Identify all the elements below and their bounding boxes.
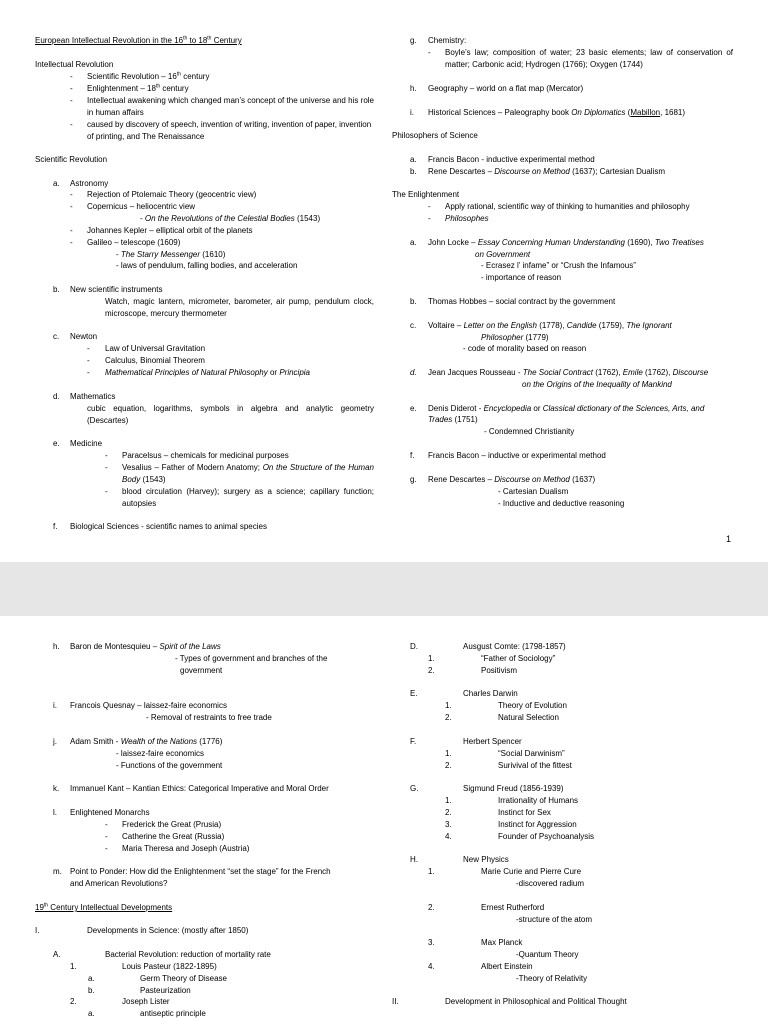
bullet-dash: - (105, 463, 108, 472)
list-item: Ernest Rutherford (481, 903, 545, 912)
list-item: New Physics (463, 855, 509, 864)
list-label: a. (88, 1009, 95, 1018)
list-item-cont: Philosopher (1779) (481, 333, 549, 342)
list-item: Positivism (481, 666, 518, 675)
section-heading-scientific-revolution: Scientific Revolution (35, 155, 108, 164)
list-item-cont: - code of morality based on reason (463, 344, 587, 353)
list-item: Instinct for Sex (498, 808, 551, 817)
subsection-title-astronomy: Astronomy (70, 179, 109, 188)
list-label: I. (35, 926, 40, 935)
list-item: Baron de Montesquieu – Spirit of the Laws (70, 642, 221, 651)
bullet-dash: - (105, 832, 108, 841)
bullet-dash: - (70, 238, 73, 247)
list-item: John Locke – Essay Concerning Human Understanding (1690), Two Treatises (428, 238, 704, 247)
list-item-cont: on Government (475, 250, 531, 259)
list-label: e. (53, 439, 60, 448)
paragraph: Watch, magic lantern, micrometer, barometer, air pump, pendulum clock, microscope, mercury thermometer (105, 297, 374, 318)
list-item: Catherine the Great (Russia) (122, 832, 225, 841)
section-heading-19th-century: 19th Century Intellectual Developments (35, 902, 173, 912)
list-item: Rejection of Ptolemaic Theory (geocentric view) (87, 190, 257, 199)
list-item: Voltaire – Letter on the English (1778), Candide (1759), The Ignorant (428, 321, 672, 330)
list-item: Vesalius – Father of Modern Anatomy; On the Structure of the Human Body (1543) (122, 463, 374, 484)
list-item: Jean Jacques Rousseau - The Social Contract (1762), Emile (1762), Discourse (428, 368, 709, 377)
list-item: Frederick the Great (Prusia) (122, 820, 222, 829)
list-item: Natural Selection (498, 713, 559, 722)
list-item-cont: - importance of reason (481, 273, 562, 282)
list-label: 1. (428, 654, 435, 663)
list-item-cont: - Ecrasez l’ infame” or “Crush the Infamous” (481, 261, 636, 270)
list-label: G. (410, 784, 419, 793)
list-item-cont: - Types of government and branches of the (175, 654, 328, 663)
list-item: - On the Revolutions of the Celestial Bodies (1543) (140, 214, 321, 223)
list-item: antiseptic principle (140, 1009, 206, 1018)
list-label: 2. (445, 713, 452, 722)
bullet-dash: - (70, 96, 73, 105)
bullet-dash: - (105, 487, 108, 496)
list-item-cont: Trades (1751) (428, 415, 478, 424)
bullet-dash: - (105, 451, 108, 460)
section-heading-philosophers: Philosophers of Science (392, 131, 478, 140)
bullet-dash: - (70, 190, 73, 199)
list-item-cont: - Functions of the government (116, 761, 223, 770)
list-item: Thomas Hobbes – social contract by the government (428, 297, 616, 306)
list-item: Historical Sciences – Paleography book On Diplomatics (Mabillon, 1681) (428, 108, 686, 117)
list-label: 4. (428, 962, 435, 971)
list-label: k. (53, 784, 60, 793)
list-item: Calculus, Binomial Theorem (105, 356, 205, 365)
list-label: b. (410, 167, 417, 176)
document-page-2 (0, 616, 768, 1024)
list-item-cont: - Cartesian Dualism (498, 487, 569, 496)
list-item: caused by discovery of speech, invention of writing, invention of paper, invention of printing, and The Renaissance (87, 120, 372, 141)
list-item: Founder of Psychoanalysis (498, 832, 595, 841)
list-item: Instinct for Aggression (498, 820, 577, 829)
list-item-cont: - Condemned Christianity (484, 427, 575, 436)
list-label: 3. (445, 820, 452, 829)
list-label: c. (53, 332, 60, 341)
bullet-dash: - (87, 368, 90, 377)
list-label: 2. (445, 808, 452, 817)
subsection-title-instruments: New scientific instruments (70, 285, 163, 294)
list-label: h. (410, 84, 417, 93)
list-item: Development in Philosophical and Political Thought (445, 997, 627, 1006)
list-label: b. (53, 285, 60, 294)
list-item: Albert Einstein (481, 962, 533, 971)
bullet-dash: - (70, 84, 73, 93)
bullet-dash: - (105, 820, 108, 829)
list-item: Adam Smith - Wealth of the Nations (1776) (70, 737, 223, 746)
list-item: - laws of pendulum, falling bodies, and acceleration (116, 261, 298, 270)
list-item: Mathematical Principles of Natural Philosophy or Principia (105, 368, 310, 377)
list-item: Point to Ponder: How did the Enlightenment “set the stage” for the French (70, 867, 331, 876)
list-item: Marie Curie and Pierre Cure (481, 867, 582, 876)
bullet-dash: - (87, 356, 90, 365)
subsection-title-chemistry: Chemistry: (428, 36, 467, 45)
paragraph: cubic equation, logarithms, symbols in algebra and analytic geometry (Descartes) (87, 404, 374, 425)
list-label: f. (53, 522, 58, 531)
list-label: 1. (428, 867, 435, 876)
list-label: i. (410, 108, 414, 117)
list-item: Galileo – telescope (1609) (87, 238, 181, 247)
list-item: Francois Quesnay – laissez-faire economics (70, 701, 227, 710)
list-item-cont: government (180, 666, 223, 675)
list-item: Law of Universal Gravitation (105, 344, 206, 353)
list-label: b. (410, 297, 417, 306)
list-item-cont: -Theory of Relativity (516, 974, 588, 983)
list-item: Philosophes (445, 214, 489, 223)
list-label: e. (410, 404, 417, 413)
list-item-cont: - Inductive and deductive reasoning (498, 499, 625, 508)
list-label: a. (410, 155, 417, 164)
section-heading-intellectual-revolution: Intellectual Revolution (35, 60, 114, 69)
bullet-dash: - (70, 226, 73, 235)
list-item: Pasteurization (140, 986, 191, 995)
subsection-title-medicine: Medicine (70, 439, 103, 448)
list-label: b. (88, 986, 95, 995)
bullet-dash: - (70, 72, 73, 81)
page-number: 1 (726, 534, 732, 544)
list-item: Charles Darwin (463, 689, 518, 698)
list-item-cont: on the Origins of the Inequality of Mankind (522, 380, 672, 389)
list-label: 2. (445, 761, 452, 770)
subsection-title-monarchs: Enlightened Monarchs (70, 808, 150, 817)
list-item-cont: and American Revolutions? (70, 879, 168, 888)
list-item: Germ Theory of Disease (140, 974, 227, 983)
list-item-cont: -structure of the atom (516, 915, 593, 924)
list-label: 4. (445, 832, 452, 841)
bullet-dash: - (428, 214, 431, 223)
list-item: Sigmund Freud (1856-1939) (463, 784, 564, 793)
subsection-title-newton: Newton (70, 332, 98, 341)
bullet-dash: - (87, 344, 90, 353)
list-item: Louis Pasteur (1822-1895) (122, 962, 217, 971)
list-label: 1. (70, 962, 77, 971)
list-label: II. (392, 997, 399, 1006)
list-label: 2. (428, 666, 435, 675)
list-label: 1. (445, 796, 452, 805)
bullet-dash: - (105, 844, 108, 853)
list-item-cont: -discovered radium (516, 879, 585, 888)
list-item: Theory of Evolution (498, 701, 567, 710)
list-item: “Social Darwinism” (498, 749, 565, 758)
paragraph: Boyle’s law; composition of water; 23 basic elements; law of conservation of matter; Carbonic acid; Hydrogen (1766); Oxygen (1744) (445, 48, 733, 69)
subsection-title-mathematics: Mathematics (70, 392, 116, 401)
list-item: blood circulation (Harvey); surgery as a science; capillary function; autopsies (122, 487, 374, 508)
list-label: h. (53, 642, 60, 651)
list-label: d. (410, 368, 417, 377)
list-item-cont: -Quantum Theory (516, 950, 579, 959)
list-label: F. (410, 737, 417, 746)
list-item: Herbert Spencer (463, 737, 522, 746)
list-item: Francis Bacon – inductive or experimental method (428, 451, 606, 460)
list-item: Rene Descartes – Discourse on Method (1637) (428, 475, 596, 484)
bullet-dash: - (70, 120, 73, 129)
list-label: f. (410, 451, 415, 460)
list-item: Biological Sciences - scientific names to animal species (70, 522, 267, 531)
list-label: 1. (445, 749, 452, 758)
list-label: a. (88, 974, 95, 983)
list-item: Surivival of the fittest (498, 761, 572, 770)
list-item: Max Planck (481, 938, 523, 947)
list-item: Rene Descartes – Discourse on Method (1637); Cartesian Dualism (428, 167, 666, 176)
document-title: European Intellectual Revolution in the 16th to 18th Century (35, 35, 242, 45)
list-item: Ausgust Comte: (1798-1857) (463, 642, 566, 651)
list-item: Intellectual awakening which changed man’s concept of the universe and his role in human affairs (87, 96, 374, 117)
list-item: Apply rational, scientific way of thinking to humanities and philosophy (445, 202, 690, 211)
list-label: A. (53, 950, 61, 959)
list-item: Copernicus – heliocentric view (87, 202, 196, 211)
list-label: j. (53, 737, 57, 746)
list-label: m. (53, 867, 62, 876)
list-label: 3. (428, 938, 435, 947)
list-label: c. (410, 321, 417, 330)
list-label: H. (410, 855, 418, 864)
list-item: Immanuel Kant – Kantian Ethics: Categorical Imperative and Moral Order (70, 784, 329, 793)
list-label: 1. (445, 701, 452, 710)
list-label: i. (53, 701, 57, 710)
list-label: D. (410, 642, 418, 651)
list-item: - The Starry Messenger (1610) (116, 250, 226, 259)
list-item: Geography – world on a flat map (Mercator) (428, 84, 584, 93)
list-label: 2. (70, 997, 77, 1006)
list-item: Enlightenment – 18th century (87, 83, 189, 93)
list-label: a. (410, 238, 417, 247)
bullet-dash: - (428, 48, 431, 57)
list-item: Joseph Lister (122, 997, 170, 1006)
list-item: Developments in Science: (mostly after 1850) (87, 926, 249, 935)
list-label: 2. (428, 903, 435, 912)
list-item: Paracelsus – chemicals for medicinal purposes (122, 451, 289, 460)
list-item: Francis Bacon - inductive experimental method (428, 155, 595, 164)
bullet-dash: - (428, 202, 431, 211)
bullet-dash: - (70, 202, 73, 211)
list-item: Scientific Revolution – 16th century (87, 71, 210, 81)
list-item-cont: - Removal of restraints to free trade (146, 713, 272, 722)
list-label: g. (410, 475, 417, 484)
list-item: Johannes Kepler – elliptical orbit of the planets (87, 226, 253, 235)
list-label: g. (410, 36, 417, 45)
list-item: Irrationality of Humans (498, 796, 579, 805)
list-item-cont: - laissez-faire economics (116, 749, 205, 758)
list-label: l. (53, 808, 57, 817)
list-label: d. (53, 392, 60, 401)
list-item: Maria Theresa and Joseph (Austria) (122, 844, 250, 853)
list-label: a. (53, 179, 60, 188)
list-item: “Father of Sociology” (481, 654, 556, 663)
list-label: E. (410, 689, 418, 698)
list-item: Denis Diderot - Encyclopedia or Classical dictionary of the Sciences, Arts, and (428, 404, 705, 413)
section-heading-enlightenment: The Enlightenment (392, 190, 460, 199)
list-item: Bacterial Revolution: reduction of mortality rate (105, 950, 271, 959)
